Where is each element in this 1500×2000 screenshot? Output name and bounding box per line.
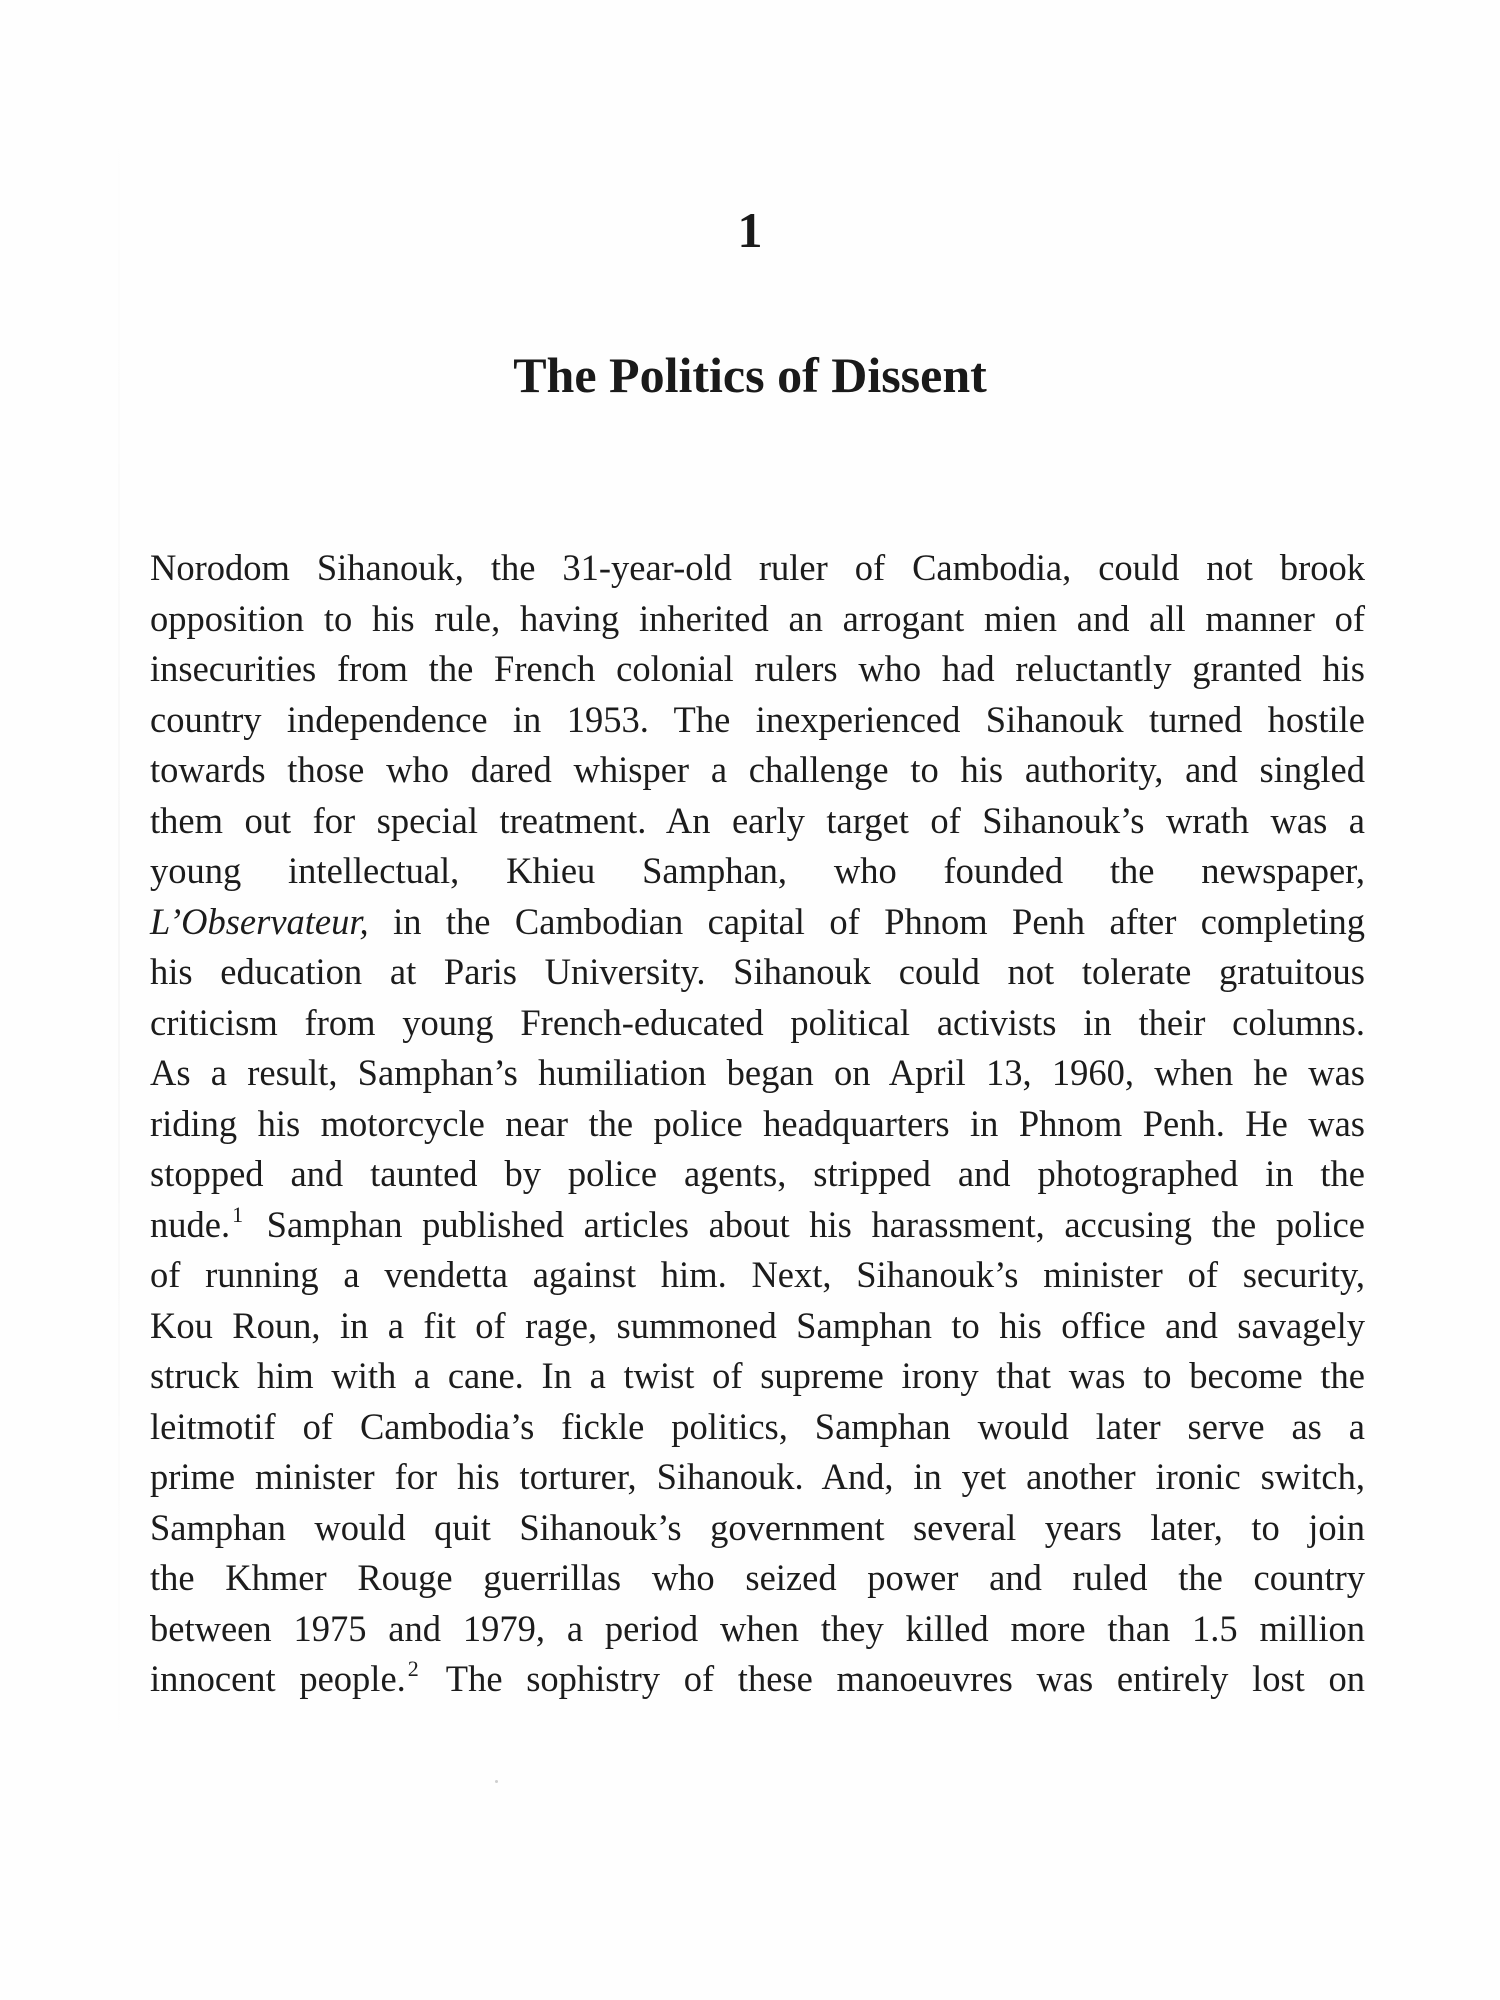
footnote-marker: 2 bbox=[407, 1656, 419, 1681]
text-line: insecurities from the French colonial rulers who had reluctantly granted his bbox=[150, 648, 1365, 689]
text-line: opposition to his rule, having inherited an arrogant mien and all manner of bbox=[150, 597, 1365, 639]
text-line bbox=[150, 897, 1365, 948]
scan-speck bbox=[495, 1780, 498, 1783]
text-line-rest: in the Cambodian capital of Phnom Penh after completing bbox=[368, 900, 1365, 942]
text-line: his education at Paris University. Sihanouk could not tolerate gratuitous bbox=[150, 951, 1365, 992]
text-line: young intellectual, Khieu Samphan, who founded the newspaper, bbox=[150, 850, 1365, 891]
text-line bbox=[150, 1654, 1365, 1705]
text-line-start: nude. bbox=[150, 1203, 231, 1245]
text-line: stopped and taunted by police agents, stripped and photographed in the bbox=[150, 1153, 1365, 1194]
text-line: them out for special treatment. An early target of Sihanouk’s wrath was a bbox=[150, 799, 1365, 841]
text-line: Norodom Sihanouk, the 31-year-old ruler of Cambodia, could not brook bbox=[150, 547, 1365, 588]
text-line: As a result, Samphan’s humiliation began on April 13, 1960, when he was bbox=[150, 1052, 1365, 1093]
text-line-rest: The sophistry of these manoeuvres was entirely lost on bbox=[422, 1658, 1365, 1699]
text-line: the Khmer Rouge guerrillas who seized power and ruled the country bbox=[150, 1557, 1365, 1598]
text-line-start: innocent people. bbox=[150, 1658, 406, 1699]
text-line: of running a vendetta against him. Next, Sihanouk’s minister of security, bbox=[150, 1254, 1365, 1295]
text-line: struck him with a cane. In a twist of supreme irony that was to become the bbox=[150, 1355, 1365, 1396]
text-line: Kou Roun, in a fit of rage, summoned Samphan to his office and savagely bbox=[150, 1304, 1365, 1346]
newspaper-title: L’Observateur, bbox=[150, 900, 369, 942]
chapter-title: The Politics of Dissent bbox=[513, 347, 987, 403]
text-line: criticism from young French-educated political activists in their columns. bbox=[150, 1001, 1365, 1043]
text-line: towards those who dared whisper a challenge to his authority, and singled bbox=[150, 749, 1365, 790]
chapter-number: 1 bbox=[737, 202, 763, 258]
footnote-marker: 1 bbox=[232, 1201, 244, 1227]
text-line: leitmotif of Cambodia’s fickle politics, Samphan would later serve as a bbox=[150, 1405, 1365, 1447]
text-line-rest: Samphan published articles about his harassment, accusing the police bbox=[247, 1203, 1365, 1245]
body-paragraph bbox=[150, 543, 1365, 1705]
text-line: riding his motorcycle near the police headquarters in Phnom Penh. He was bbox=[150, 1102, 1365, 1144]
text-line: Samphan would quit Sihanouk’s government several years later, to join bbox=[150, 1506, 1365, 1548]
text-line: between 1975 and 1979, a period when they killed more than 1.5 million bbox=[150, 1607, 1365, 1649]
text-line: prime minister for his torturer, Sihanouk. And, in yet another ironic switch, bbox=[150, 1456, 1365, 1497]
text-line: country independence in 1953. The inexperienced Sihanouk turned hostile bbox=[150, 698, 1365, 740]
text-line bbox=[150, 1200, 1365, 1251]
